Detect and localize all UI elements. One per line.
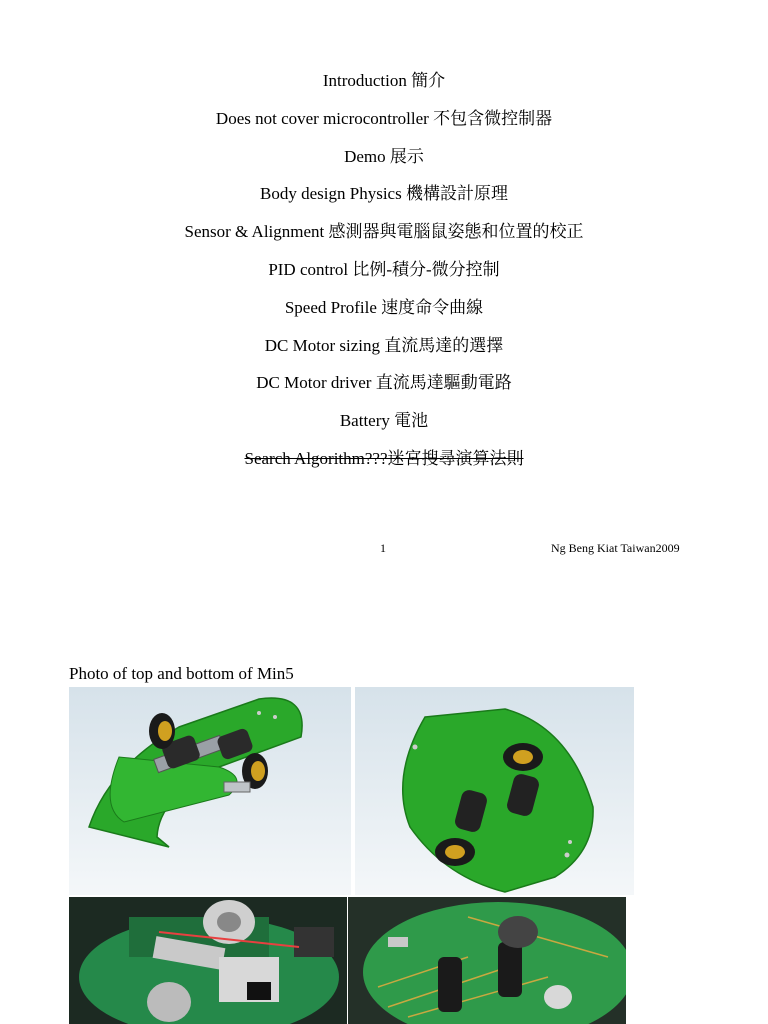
toc-item-body-design: Body design Physics 機構設計原理 [260,184,508,204]
toc-item-search-algorithm: Search Algorithm???迷宮搜尋演算法則 [244,448,524,468]
robot-top-render-image [69,687,351,895]
toc-item-microcontroller: Does not cover microcontroller 不包含微控制器 [215,108,553,128]
photo-caption: Photo of top and bottom of Min5 [69,664,294,683]
toc-item-sensor-alignment: Sensor & Alignment 感測器與電腦鼠姿態和位置的校正 [184,222,584,242]
toc-item-battery: Battery 電池 [339,411,429,431]
toc-item-pid-control: PID control 比例-積分-微分控制 [268,259,500,279]
toc-item-speed-profile: Speed Profile 速度命令曲線 [284,297,484,317]
toc-item-demo: Demo 展示 [344,146,424,166]
toc-item-introduction: Introduction 簡介 [322,71,446,90]
robot-top-photo [69,897,347,1024]
table-of-contents [0,66,768,482]
robot-bottom-photo [348,897,626,1024]
robot-bottom-render-image [355,687,634,895]
toc-item-dc-motor-sizing: DC Motor sizing 直流馬達的選擇 [264,335,504,355]
page-number: 1 [380,541,386,555]
toc-item-dc-motor-driver: DC Motor driver 直流馬達驅動電路 [256,373,512,393]
footer-author: Ng Beng Kiat Taiwan2009 [551,541,680,555]
